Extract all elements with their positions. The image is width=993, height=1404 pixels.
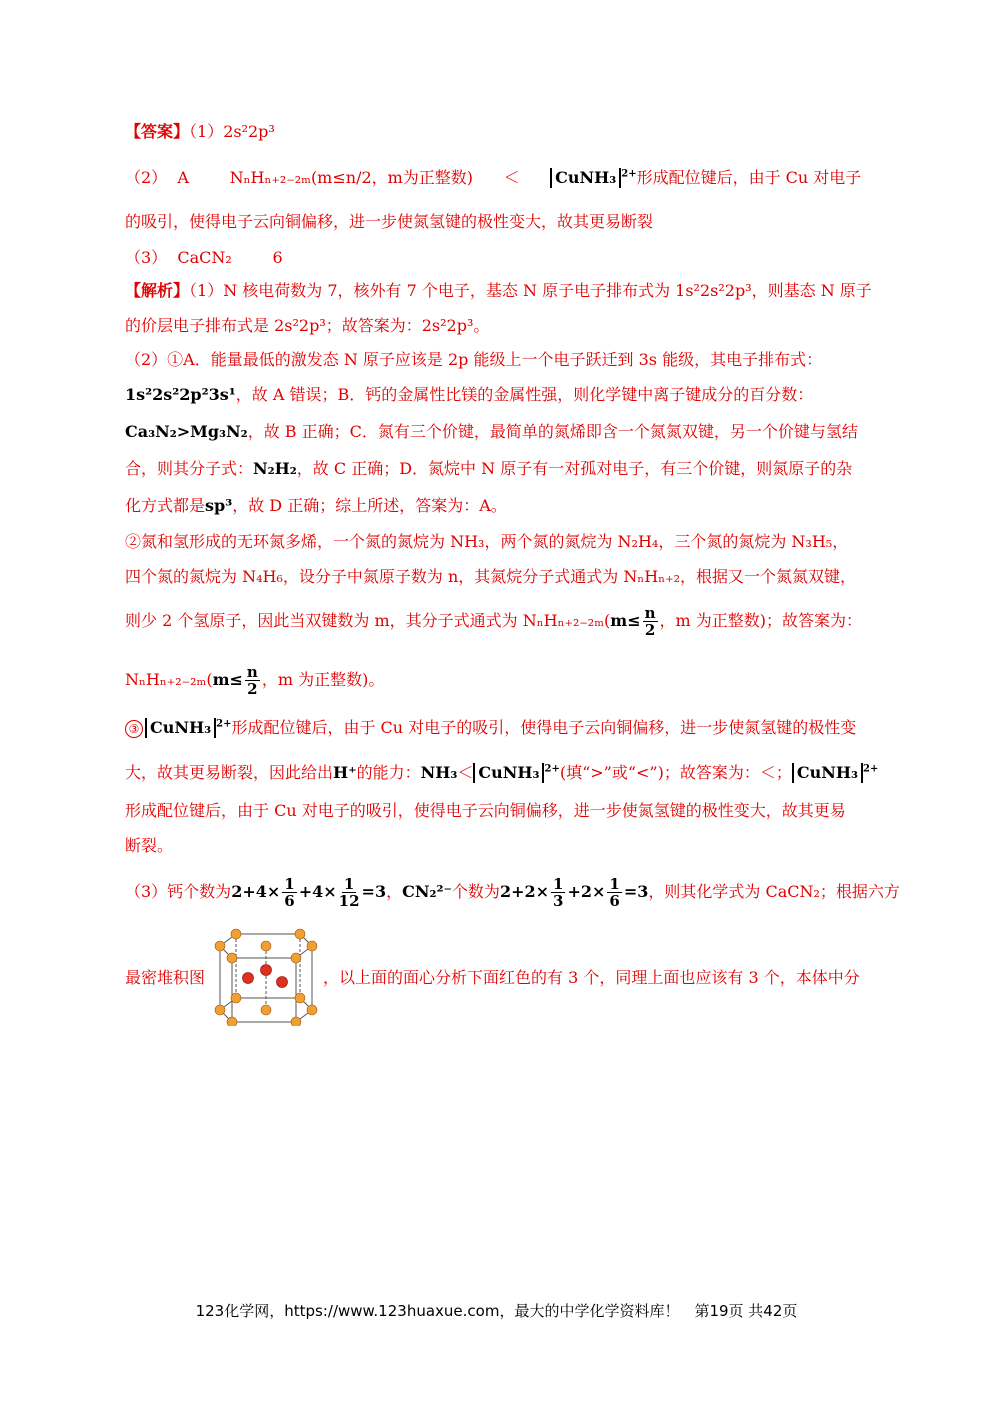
expr-1b: +4× <box>298 882 337 901</box>
answer-choice: A <box>177 168 189 187</box>
analysis-line-6 <box>125 457 852 481</box>
analysis-text-4: ，故 A 错误；B．钙的金属性比镁的金属性强，则化学键中离子键成分的百分数： <box>235 385 814 404</box>
cunh3-complex: CuNH₃ <box>550 168 621 188</box>
comma: ， <box>386 882 403 901</box>
answer-formula: NₙHₙ₊₂₋₂ₘ(m≤n/2，m为正整数) <box>229 168 474 187</box>
n-over-2: $\frac{n}{2}$ <box>644 604 656 639</box>
answer-part1: （1）2s²2p³ <box>189 122 275 141</box>
n2h2-formula: N₂H₂ <box>253 459 297 478</box>
analysis-text-11b: ，m 为正整数)。 <box>261 670 385 689</box>
answer-line-1 <box>125 120 275 144</box>
analysis-text-7c: ，故 D 正确；综上所述，答案为：A。 <box>232 496 507 515</box>
analysis-text-16g: 个数为 <box>451 882 500 901</box>
expr-2a: 2+2× <box>499 882 550 901</box>
expr-2c: =3 <box>623 882 649 901</box>
h-plus: H⁺ <box>333 763 357 782</box>
expr-1c: =3 <box>361 882 387 901</box>
frac-1-3: $\frac{1}{3}$ <box>553 875 564 910</box>
answer-lt: ＜ <box>503 168 520 187</box>
m-le-2: m≤ <box>212 670 243 689</box>
page-footer: 123化学网，https://www.123huaxue.com，最大的中学化学资料库！ 第19页 共42页 <box>195 1302 798 1320</box>
n-over-2-b: $\frac{n}{2}$ <box>246 663 258 698</box>
analysis-text-16k: ，则其化学式为 CaCN₂；根据六方 <box>648 882 900 901</box>
answer-part3-formula: CaCN₂ <box>177 248 232 267</box>
analysis-line-15: 断裂。 <box>125 836 174 855</box>
analysis-line-13: 大，故其更易断裂，因此给出H⁺的能力：NH₃＜ CuNH₃ $^{2+}$(填“>”或“<”)；故答案为：＜； CuNH₃ $^{2+}$ <box>125 763 879 782</box>
analysis-line-12: ③ CuNH₃ $^{2+}$形成配位键后，由于 Cu 对电子的吸引，使得电子云向铜偏移，进一步使氮氢键的极性变 <box>125 716 856 740</box>
cn2-ion: CN₂²⁻ <box>402 882 452 901</box>
m-le: m≤ <box>610 611 641 630</box>
cunh3-complex-3: CuNH₃ <box>473 763 544 783</box>
analysis-text-5: ，故 B 正确；C．氮有三个价键，最简单的氮烯即含一个氮氮双键，另一个价键与氢结 <box>247 422 858 441</box>
nh3: NH₃ <box>420 763 458 782</box>
analysis-line-5 <box>125 420 858 444</box>
analysis-line-9: 四个氮的氮烷为 N₄H₆，设分子中氮原子数为 n，其氮烷分子式通式为 NₙHₙ₊₂，根据又一个氮氮双键， <box>125 567 857 586</box>
analysis-line-14: 形成配位键后，由于 Cu 对电子的吸引，使得电子云向铜偏移，进一步使氮氢键的极性变大，故其更易 <box>125 801 846 820</box>
analysis-line-8: ②氮和氢形成的无环氮多烯，一个氮的氮烷为 NH₃，两个氮的氮烷为 N₂H₄，三个氮的氮烷为 N₃H₅， <box>125 532 849 551</box>
analysis-text-12b: 形成配位键后，由于 Cu 对电子的吸引，使得电子云向铜偏移，进一步使氮氢键的极性变 <box>231 718 857 737</box>
answer-line-4 <box>125 246 283 270</box>
answer-part3-label: （3） <box>125 248 168 267</box>
answer-part3-num: 6 <box>272 248 283 267</box>
answer-line-2: （2） A NₙHₙ₊₂₋₂ₘ(m≤n/2，m为正整数) ＜ CuNH₃ $^{2+}$形成配位键后，由于 Cu 对电子 <box>125 168 862 187</box>
analysis-text-7a: 化方式都是 <box>125 496 206 515</box>
analysis-line-2: 的价层电子排布式是 2s²2p³；故答案为：2s²2p³。 <box>125 316 490 335</box>
analysis-text-17a: 最密堆积图 <box>125 968 206 987</box>
analysis-tag: 【解析】 <box>125 281 190 300</box>
analysis-text-16a: （3）钙个数为 <box>125 882 232 901</box>
answer-tag: 【答案】 <box>125 122 190 141</box>
expr-1a: 2+4× <box>231 882 281 901</box>
circle-3: ③ <box>125 720 143 738</box>
frac-1-6: $\frac{1}{6}$ <box>284 875 295 910</box>
lt-sign: ＜ <box>457 763 474 782</box>
analysis-text-13f: (填“>”或“<”)；故答案为：＜； <box>559 763 792 782</box>
analysis-text-1: （1）N 核电荷数为 7，核外有 7 个电子，基态 N 原子电子排布式为 1s²2s²2p³，则基态 N 原子 <box>189 281 872 300</box>
cunh3-complex-2: CuNH₃ <box>145 718 216 738</box>
analysis-text-17b: ，以上面的面心分析下面红色的有 3 个，同理上面也应该有 3 个，本体中分 <box>323 968 860 987</box>
analysis-text-10b: ，m 为正整数)；故答案为： <box>659 611 863 630</box>
analysis-line-7 <box>125 494 507 518</box>
analysis-line-4 <box>125 383 813 407</box>
analysis-text-13a: 大，故其更易断裂，因此给出 <box>125 763 334 782</box>
answer-line-3: 的吸引，使得电子云向铜偏移，进一步使氮氢键的极性变大，故其更易断裂 <box>125 212 654 231</box>
analysis-text-6c: ，故 C 正确；D．氮烷中 N 原子有一对孤对电子，有三个价键，则氮原子的杂 <box>296 459 853 478</box>
answer-tail1: 形成配位键后，由于 Cu 对电子 <box>636 168 862 187</box>
compare-formula: Ca₃N₂>Mg₃N₂ <box>125 422 248 441</box>
analysis-line-16 <box>125 876 900 909</box>
sp3-label: sp³ <box>205 496 233 515</box>
analysis-line-3: （2）①A．能量最低的激发态 N 原子应该是 2p 能级上一个电子跃迁到 3s 能级，其电子排布式： <box>125 350 823 369</box>
frac-1-6-b: $\frac{1}{6}$ <box>609 875 620 910</box>
analysis-text-10a: 则少 2 个氢原子，因此当双键数为 m，其分子式通式为 NₙHₙ₊₂₋₂ₘ( <box>125 611 611 630</box>
answer-part2-label: （2） <box>125 168 168 187</box>
analysis-line-11 <box>125 664 384 697</box>
electron-config: 1s²2s²2p²3s¹ <box>125 385 236 404</box>
analysis-text-6a: 合，则其分子式： <box>125 459 254 478</box>
cunh3-complex-4: CuNH₃ <box>792 763 863 783</box>
analysis-text-11a: NₙHₙ₊₂₋₂ₘ( <box>125 670 213 689</box>
analysis-line-10 <box>125 605 862 638</box>
analysis-text-13c: 的能力： <box>356 763 421 782</box>
hcp-crystal-diagram <box>208 926 324 1026</box>
analysis-line-1 <box>125 279 872 303</box>
frac-1-12: $\frac{1}{12}$ <box>338 875 360 910</box>
expr-2b: +2× <box>567 882 606 901</box>
